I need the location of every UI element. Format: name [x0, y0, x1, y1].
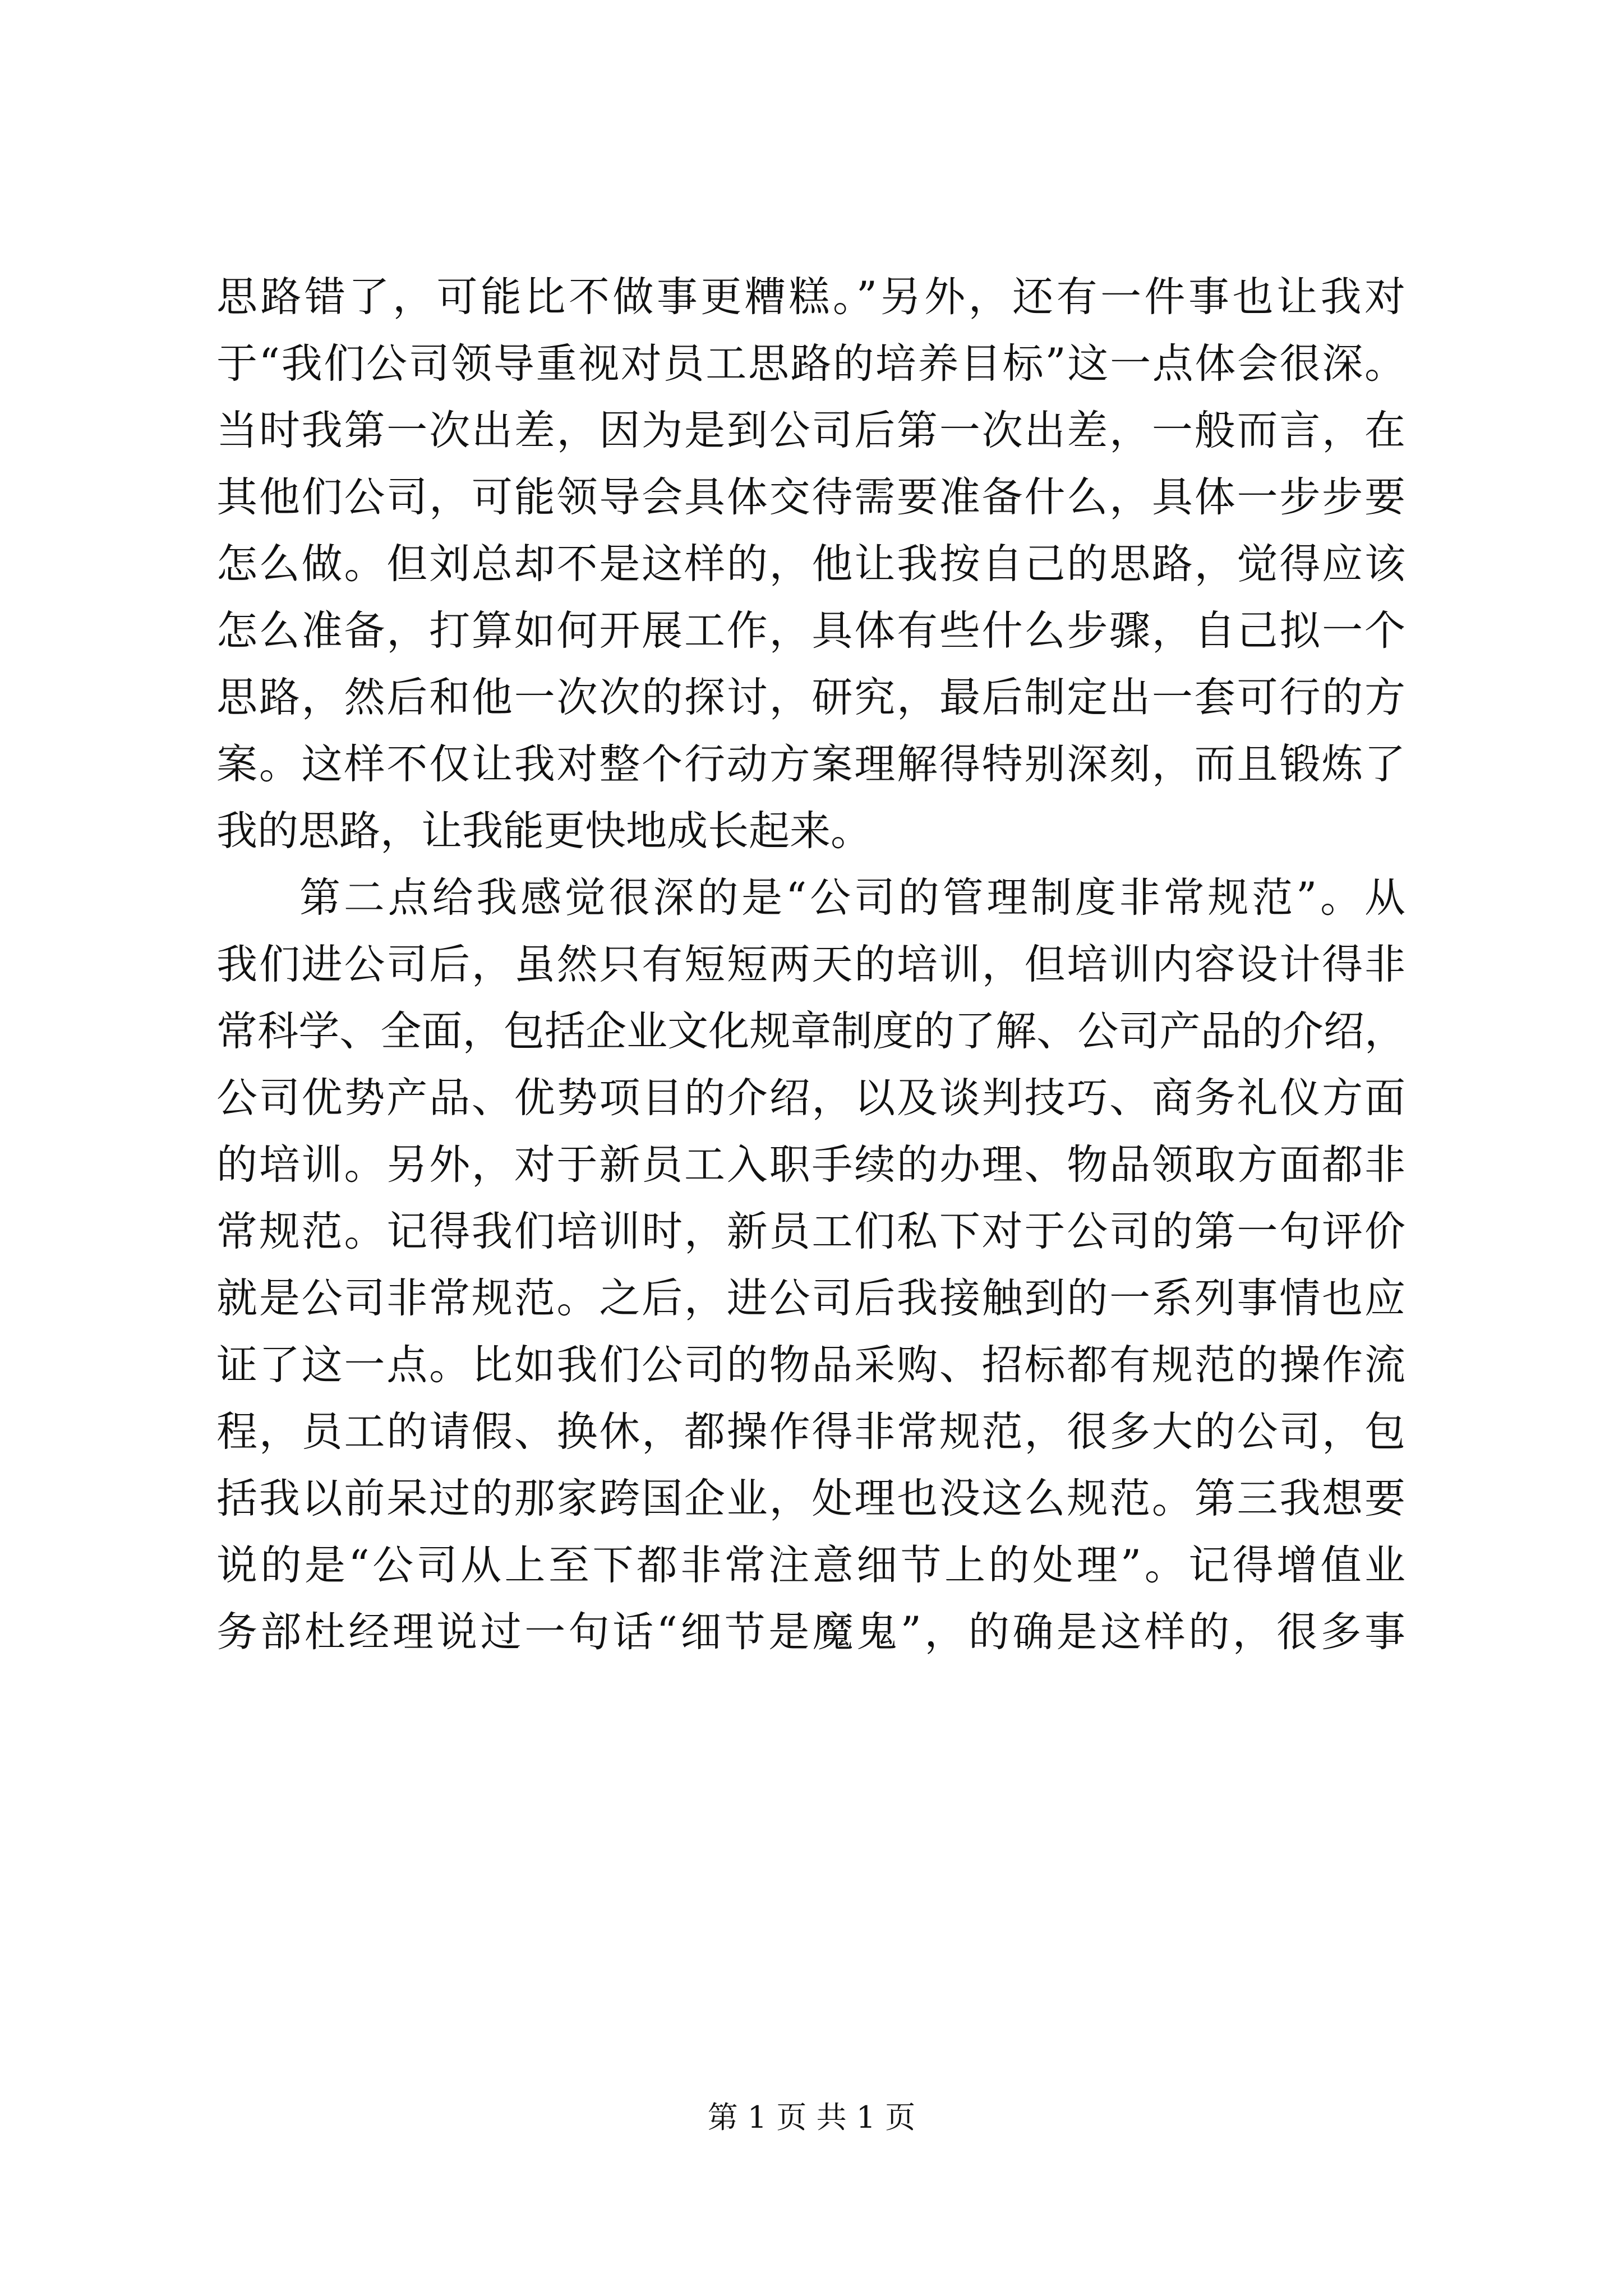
text-line: 思路错了，可能比不做事更糟糕。”另外，还有一件事也让我对 [216, 273, 1405, 321]
document-body [216, 264, 1405, 1665]
text-line: 当时我第一次出差，因为是到公司后第一次出差，一般而言，在 [216, 407, 1405, 454]
text-line: 务部杜经理说过一句话“细节是魔鬼”，的确是这样的，很多事 [216, 1608, 1405, 1656]
text-line: 怎么做。但刘总却不是这样的，他让我按自己的思路，觉得应该 [216, 540, 1405, 588]
text-line: 程，员工的请假、换休，都操作得非常规范，很多大的公司，包 [216, 1408, 1405, 1456]
text-line: 公司优势产品、优势项目的介绍，以及谈判技巧、商务礼仪方面 [216, 1074, 1405, 1122]
page-footer [0, 2098, 1623, 2137]
text-line: 证了这一点。比如我们公司的物品采购、招标都有规范的操作流 [216, 1341, 1405, 1389]
text-line: 说的是“公司从上至下都非常注意细节上的处理”。记得增值业 [216, 1542, 1405, 1589]
text-line: 思路，然后和他一次次的探讨，研究，最后制定出一套可行的方 [216, 674, 1405, 721]
text-line: 于“我们公司领导重视对员工思路的培养目标”这一点体会很深。 [216, 340, 1405, 388]
paragraph-start-line: 第二点给我感觉很深的是“公司的管理制度非常规范”。从 [299, 874, 1405, 922]
page-number-indicator: 第 1 页 共 1 页 [707, 2100, 916, 2135]
text-line: 的培训。另外，对于新员工入职手续的办理、物品领取方面都非 [216, 1141, 1405, 1189]
text-line: 常规范。记得我们培训时，新员工们私下对于公司的第一句评价 [216, 1208, 1405, 1255]
text-line: 我的思路，让我能更快地成长起来。 [216, 807, 872, 855]
text-line: 其他们公司，可能领导会具体交待需要准备什么，具体一步步要 [216, 473, 1405, 521]
text-line: 就是公司非常规范。之后，进公司后我接触到的一系列事情也应 [216, 1274, 1405, 1322]
text-line: 怎么准备，打算如何开展工作，具体有些什么步骤，自己拟一个 [216, 607, 1405, 655]
text-line: 括我以前呆过的那家跨国企业，处理也没这么规范。第三我想要 [216, 1475, 1405, 1522]
text-line: 常科学、全面，包括企业文化规章制度的了解、公司产品的介绍， [216, 1007, 1405, 1055]
text-line: 我们进公司后，虽然只有短短两天的培训，但培训内容设计得非 [216, 941, 1405, 988]
text-line: 案。这样不仅让我对整个行动方案理解得特别深刻，而且锻炼了 [216, 740, 1405, 788]
